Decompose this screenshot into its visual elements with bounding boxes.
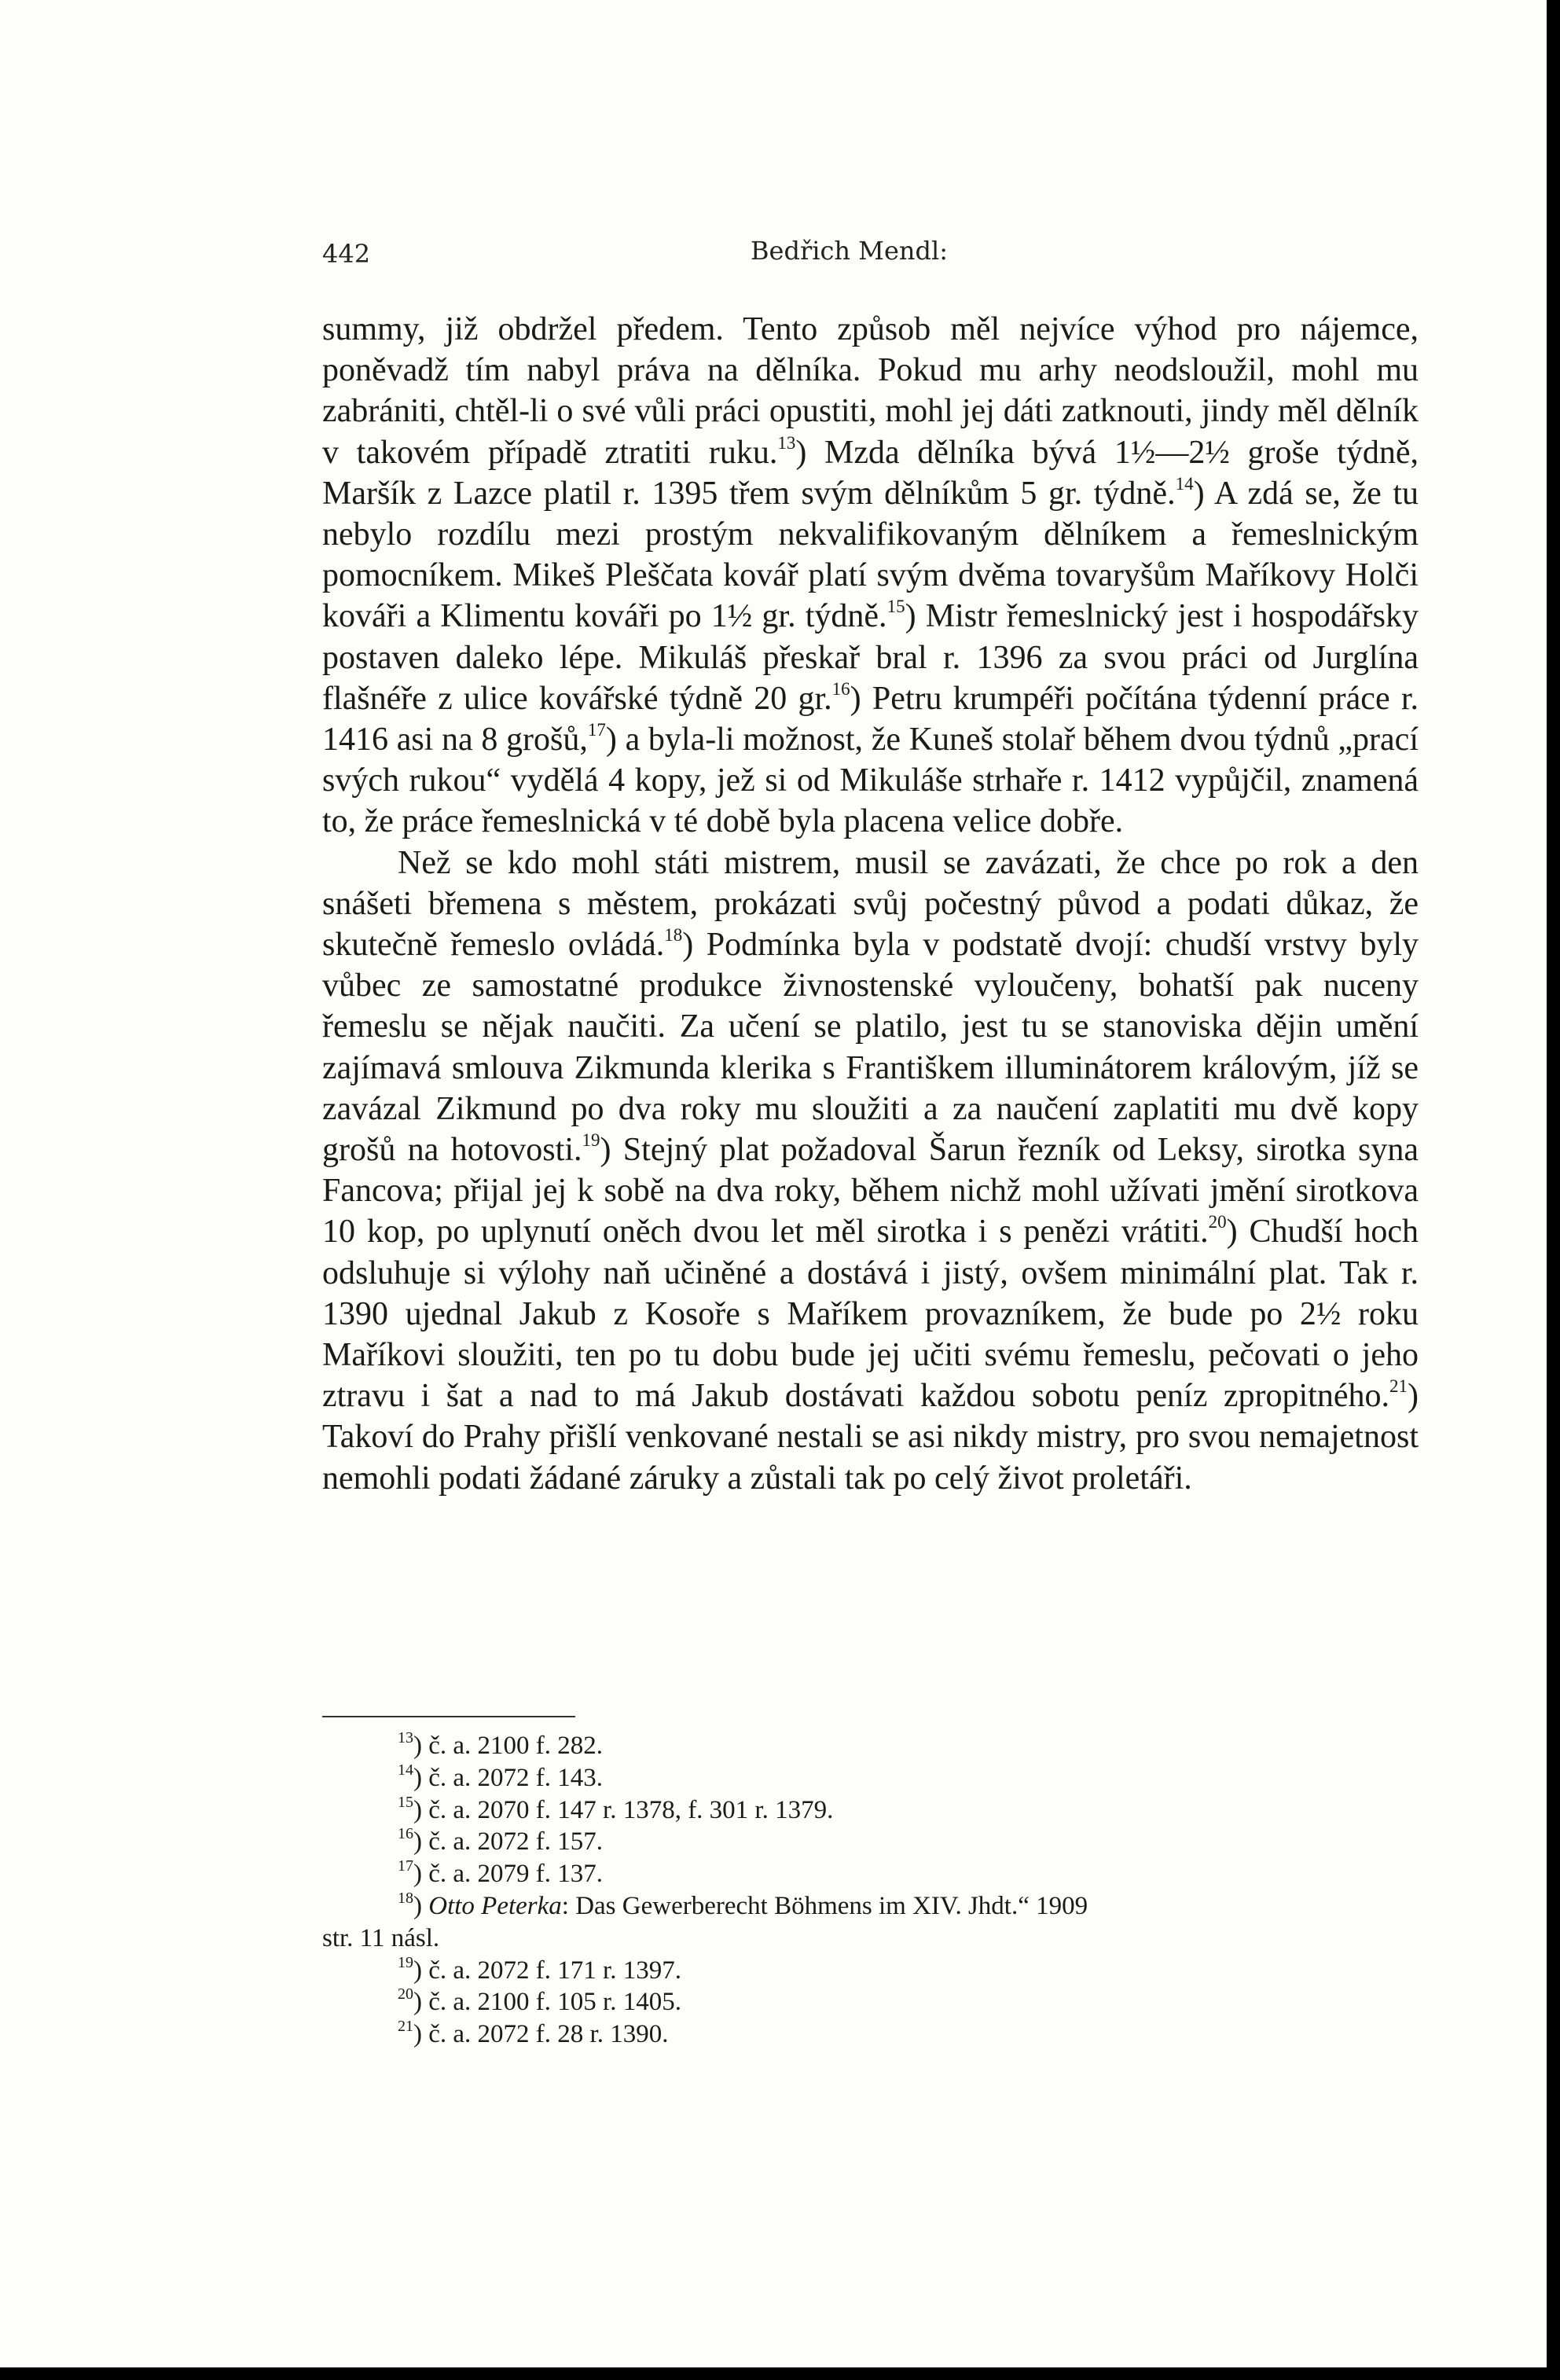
- footnote: [322, 1858, 1419, 1890]
- footnotes: [322, 1730, 1419, 2051]
- text-run: ) Mzda dělníka bývá 1½—2½ groše týdně, Maršík z Lazce platil r. 1395 třem svým dělníkům 5 gr. týdně.: [322, 434, 1419, 512]
- footnote: [322, 1730, 1419, 1762]
- body-text: [322, 309, 1419, 1499]
- paragraph-2: [322, 843, 1419, 1499]
- text-run: ) Podmínka byla v podstatě dvojí: chudší vrstvy byly vůbec ze samostatné produkce živnostenské vyloučeny, bohatší pak nuceny řemeslu se nějak naučiti. Za učení se platilo, jest tu se stanoviska dějin umění zajímavá smlouva Zikmunda klerika s Františkem illuminátorem královým, jíž se zavázal Zikmund po dva roky mu sloužiti a za naučení zaplatiti mu dvě kopy grošů na hotovosti.: [322, 927, 1419, 1169]
- text-run: ) Mistr řemeslnický jest i hospodářsky postaven daleko lépe. Mikuláš přeskař bral r. 1396 za svou práci od Jurglína flašnéře z ulice kovářské týdně 20 gr.: [322, 598, 1419, 717]
- paragraph-1: [322, 309, 1419, 843]
- footnote: [322, 1986, 1419, 2018]
- page-header: [322, 236, 1419, 275]
- footnote: [322, 1890, 1419, 1955]
- footnote-ref: 13: [777, 432, 796, 453]
- text-run: Než se kdo mohl státi mistrem, musil se zavázati, že chce po rok a den snášeti břemena s městem, prokázati svůj počestný původ a podati důkaz, že skutečně řemeslo ovládá.: [322, 844, 1419, 964]
- footnote-ref: 18: [664, 925, 683, 946]
- text-run: ) a byla-li možnost, že Kuneš stolař během dvou týdnů „prací svých rukou“ vydělá 4 kopy, jež si od Mikuláše strhaře r. 1412 vypůjčil, znamená to, že práce řemeslnická v té době byla placena velice dobře.: [322, 722, 1419, 840]
- footnote-ref: 16: [831, 678, 850, 699]
- footnote-text: ) č. a. 2072 f. 28 r. 1390.: [413, 2020, 669, 2049]
- footnote-line: $^{18}$) Otto Peterka: Das Gewerberecht Böhmens im XIV. Jhdt.“ 1909: [398, 1889, 1088, 1920]
- footnote-ref: 14: [1175, 473, 1194, 494]
- footnote-number: 21: [398, 2018, 413, 2036]
- footnote-number: 13: [398, 1729, 413, 1746]
- text-run: ) Takoví do Prahy přišlí venkované nestali se asi nikdy mistry, pro svou nemajetnost nemohli podati žádané záruky a zůstali tak po celý život proletáři.: [322, 1378, 1419, 1497]
- footnote-ref: 19: [582, 1130, 600, 1151]
- footnote-author: Otto Peterka: [428, 1891, 562, 1920]
- footnote: [322, 1762, 1419, 1794]
- footnote-number: 16: [398, 1825, 413, 1843]
- footnote-ref: 17: [587, 720, 606, 740]
- footnote: [322, 1794, 1419, 1827]
- text-run: ) A zdá se, že tu nebylo rozdílu mezi prostým nekvalifikovaným dělníkem a řemeslnickým pomocníkem. Mikeš Pleščata kovář platí svým dvěma tovaryšům Maříkovy Holči kováři a Klimentu kováři po 1½ gr. týdně.: [322, 475, 1419, 635]
- footnote-text: ) č. a. 2072 f. 157.: [413, 1827, 604, 1857]
- page-number: 442: [322, 239, 371, 269]
- footnote-number: 18: [398, 1889, 413, 1907]
- footnote-number: 15: [398, 1793, 413, 1811]
- footnote-number: 17: [398, 1857, 413, 1875]
- scan-edge-bottom: [0, 2367, 1560, 2380]
- footnote-number: 20: [398, 1985, 413, 2004]
- footnote-text: ) č. a. 2072 f. 143.: [413, 1763, 604, 1792]
- running-head: Bedřich Mendl:: [751, 236, 948, 266]
- footnote-ref: 15: [886, 597, 905, 617]
- footnote-text: ) č. a. 2072 f. 171 r. 1397.: [413, 1956, 681, 1985]
- scan-edge-right: [1547, 0, 1560, 2380]
- footnote: [322, 1826, 1419, 1858]
- footnote-continuation: str. 11 násl.: [322, 1923, 440, 1952]
- footnote-text: : Das Gewerberecht Böhmens im XIV. Jhdt.“ 1909: [561, 1891, 1088, 1920]
- footnote-rule: [322, 1716, 575, 1717]
- footnote-number: 19: [398, 1953, 413, 1971]
- text-run: ) Petru krumpéři počítána týdenní práce r. 1416 asi na 8 grošů,: [322, 680, 1419, 758]
- footnote-ref: 21: [1389, 1376, 1408, 1397]
- text-run: summy, již obdržel předem. Tento způsob měl nejvíce výhod pro nájemce, poněvadž tím nabyl práva na dělníka. Pokud mu arhy neodsloužil, mohl mu zabrániti, chtěl-li o své vůli práci opustiti, mohl jej dáti zatknouti, jindy měl dělník v takovém případě ztratiti ruku.: [322, 311, 1419, 471]
- footnote-ref: 20: [1208, 1212, 1227, 1232]
- footnote-number: 14: [398, 1761, 413, 1779]
- footnote-text: ) č. a. 2100 f. 105 r. 1405.: [413, 1988, 681, 2017]
- footnote-text: ) č. a. 2079 f. 137.: [413, 1860, 604, 1889]
- footnote: [322, 1955, 1419, 1987]
- footnote: [322, 2018, 1419, 2051]
- footnote-text: ) č. a. 2100 f. 282.: [413, 1732, 604, 1760]
- text-run: ) Stejný plat požadoval Šarun řezník od Leksy, sirotka syna Fancova; přijal jej k sobě na dva roky, během nichž mohl užívati jmění sirotkova 10 kop, po uplynutí oněch dvou let měl sirotka i s penězi vrátiti.: [322, 1132, 1419, 1251]
- text-run: ) Chudší hoch odsluhuje si výlohy naň učiněné a dostává i jistý, ovšem minimální plat. Tak r. 1390 ujednal Jakub z Kosoře s Maříkem provazníkem, že bude po 2½ roku Maříkovi sloužiti, ten po tu dobu bude jej učiti svému řemeslu, pečovati o jeho ztravu i šat a nad to má Jakub dostávati každou sobotu peníz zpropitného.: [322, 1214, 1419, 1415]
- footnote-text: ) č. a. 2070 f. 147 r. 1378, f. 301 r. 1379.: [413, 1795, 834, 1824]
